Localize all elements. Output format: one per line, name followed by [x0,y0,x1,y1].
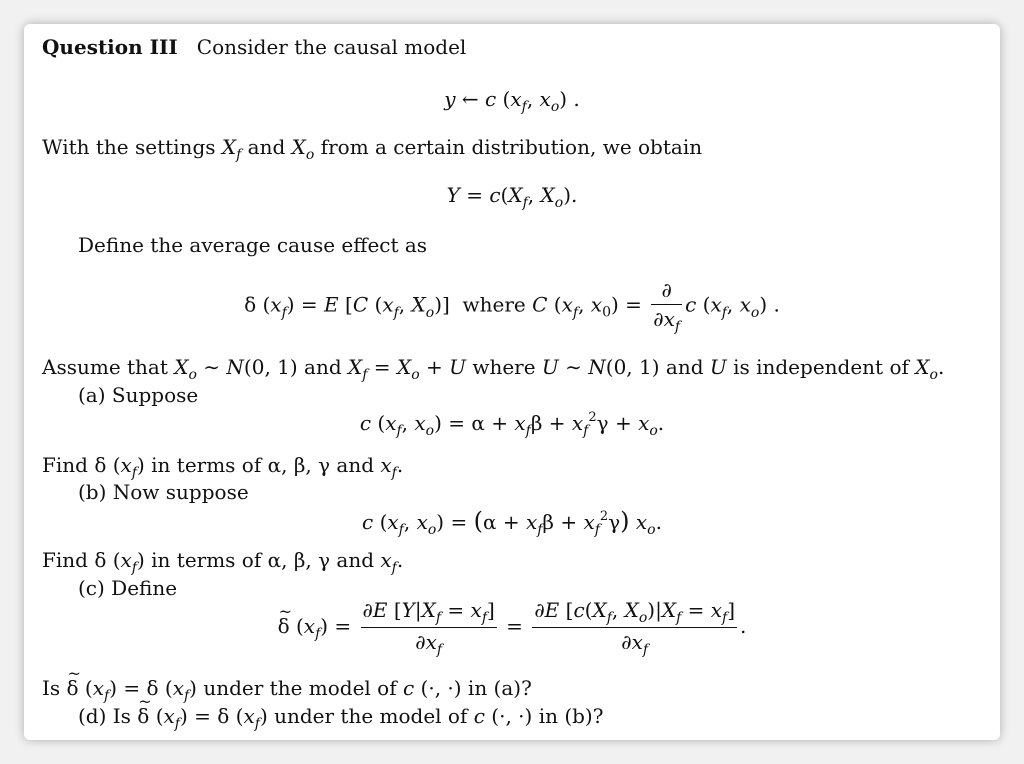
settings-text: With the settings $X_f$ and $X_o$ from a certain distribution, we obtain [42,135,703,163]
assumption-text: Assume that $X_o$ ∼ N(0, 1) and $X_f = X_o + U$ where U ∼ N(0, 1) and U is independent of $X_o$. [42,355,945,383]
part-b-label: (b) Now suppose [78,480,249,504]
part-d-question: (d) Is ~ δ $(x_f) = \delta$ $(x_f)$ under the model of c (·, ·) in (b)? [78,703,603,732]
causal-model-equation: y ← c ($x_f$, $x_o$) . [444,87,580,115]
part-a-find: Find δ $(x_f)$ in terms of α, β, γ and $x_f$. [42,453,404,481]
question-intro: Consider the causal model [196,35,467,59]
part-c-label: (c) Define [78,576,178,600]
delta-definition-equation: δ $(x_f) = E$ [C ($x_f$, $X_o$)] where C ($x_f$, $x_0$) = $\frac{\partial}{\partial x_f}$ c ($x_f$, $x_o$) . [244,278,780,335]
part-a-label: (a) Suppose [78,383,199,407]
part-b-equation: c ($x_f$, $x_o) = (\alpha + x_f\beta + x_f^2\gamma)$ $x_o$. [362,507,662,538]
part-a-equation: c ($x_f$, $x_o) = \alpha + x_f\beta + x_f^2\gamma + x_o$. [359,410,665,439]
question-title: Question III [42,35,178,59]
part-b-find: Find δ $(x_f)$ in terms of α, β, γ and $x_f$. [42,548,404,576]
part-c-equation: ~ δ $(x_f)$ = $\frac{\partial E [Y|X_f = x_f]}{\partial x_f}$ = $\frac{\partial E [c(X_f, X_o)|X_f = x_f]}{\partial x_f}$ . [24,596,1000,659]
define-text: Define the average cause effect as [78,233,428,257]
part-c-question: Is ~ δ $(x_f) = \delta$ $(x_f)$ under the model of c (·, ·) in (a)? [42,675,532,704]
y-equation: $Y = c(X_f$, $X_o$). [446,183,578,211]
question-card [24,24,1000,740]
question-header [42,34,466,60]
